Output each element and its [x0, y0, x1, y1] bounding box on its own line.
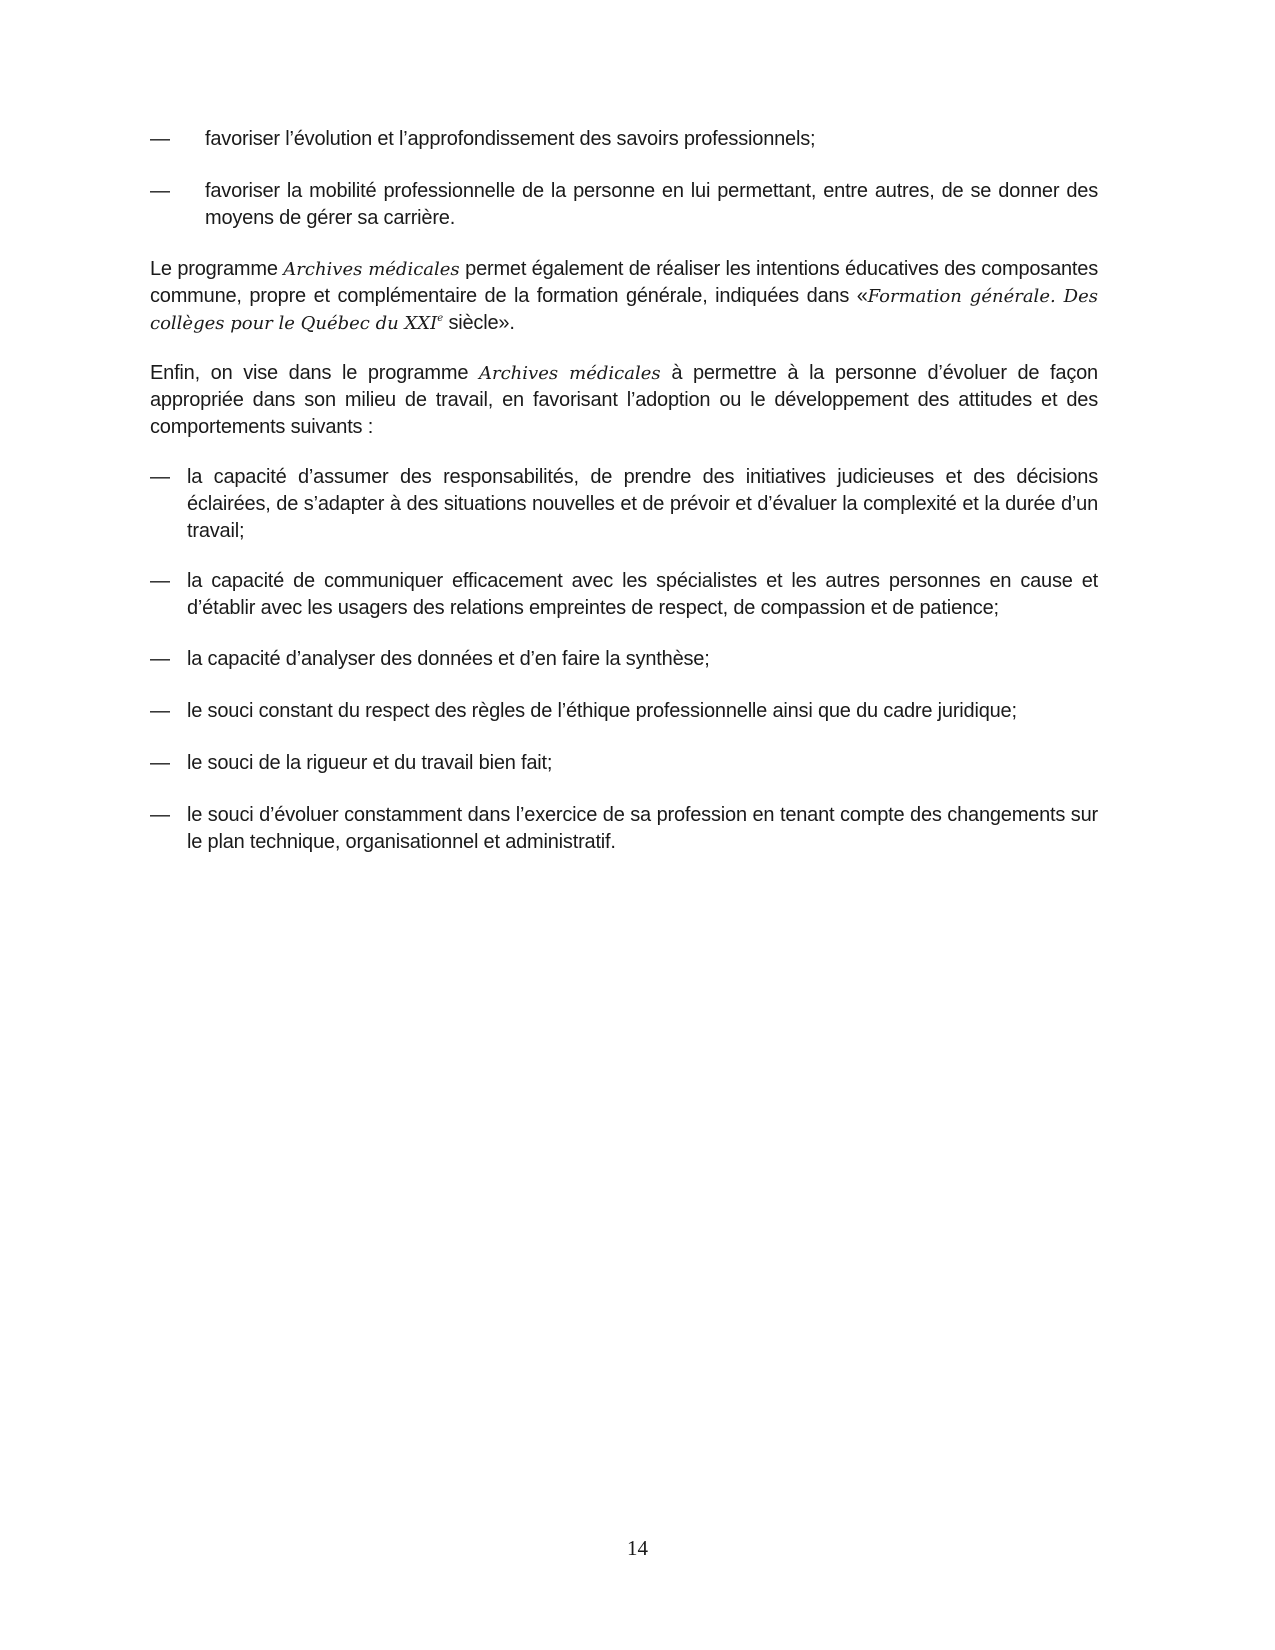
- list-item-text: le souci de la rigueur et du travail bien fait;: [187, 752, 553, 774]
- em-dash-bullet: —: [150, 700, 170, 722]
- list-item-text: favoriser la mobilité professionnelle de la personne en lui permettant, entre autres, de se donner des moyens de gérer sa carrière.: [205, 180, 1098, 229]
- em-dash-bullet: —: [150, 648, 170, 670]
- list-item-text: le souci constant du respect des règles de l’éthique professionnelle ainsi que du cadre juridique;: [187, 700, 1017, 722]
- em-dash-bullet: —: [150, 804, 170, 826]
- list-item-text: la capacité de communiquer efficacement avec les spécialistes et les autres personnes en cause et d’établir avec les usagers des relations empreintes de respect, de compassion et de patience;: [187, 570, 1098, 619]
- em-dash-bullet: —: [150, 466, 170, 488]
- superscript: e: [437, 313, 444, 324]
- paragraph-text: Le programme: [150, 258, 284, 280]
- paragraph-attitudes-intro: [150, 360, 1098, 441]
- list-item: [150, 646, 1098, 673]
- em-dash-bullet: —: [150, 752, 170, 774]
- list-item: [150, 698, 1098, 725]
- list-item: [150, 178, 1098, 232]
- list-item: [150, 750, 1098, 777]
- page-number: 14: [627, 1536, 648, 1560]
- list-item-text: la capacité d’analyser des données et d’en faire la synthèse;: [187, 648, 710, 670]
- document-title: Formation générale. Des collèges pour le Québec du XXIe: [150, 286, 1098, 334]
- list-item-text: le souci d’évoluer constamment dans l’exercice de sa profession en tenant compte des changements sur le plan technique, organisationnel et administratif.: [187, 804, 1098, 853]
- list-item-text: la capacité d’assumer des responsabilités, de prendre des initiatives judicieuses et des décisions éclairées, de s’adapter à des situations nouvelles et de prévoir et d’évaluer la complexité et la durée d’un travail;: [187, 466, 1098, 542]
- list-item: [150, 802, 1098, 856]
- paragraph-text: Enfin, on vise dans le programme: [150, 362, 479, 384]
- list-item-text: favoriser l’évolution et l’approfondissement des savoirs professionnels;: [205, 128, 816, 150]
- list-item: [150, 464, 1098, 545]
- em-dash-bullet: —: [150, 570, 170, 592]
- em-dash-bullet: —: [150, 180, 170, 202]
- program-name: Archives médicales: [478, 363, 661, 384]
- paragraph-text: ».: [498, 312, 515, 334]
- paragraph-text: permet également de réaliser les intentions éducatives des composantes commune, propre et complémentaire de la formation générale, indiquées dans «: [150, 258, 1099, 307]
- document-title-end: siècle: [443, 312, 499, 334]
- em-dash-bullet: —: [150, 128, 170, 150]
- list-item: [150, 126, 1098, 153]
- paragraph-text: à permettre à la personne d’évoluer de façon appropriée dans son milieu de travail, en favorisant l’adoption ou le développement des attitudes et des comportements suivants :: [150, 362, 1098, 438]
- paragraph-formation-generale: [150, 256, 1098, 337]
- list-item: [150, 568, 1098, 622]
- program-name: Archives médicales: [283, 259, 460, 280]
